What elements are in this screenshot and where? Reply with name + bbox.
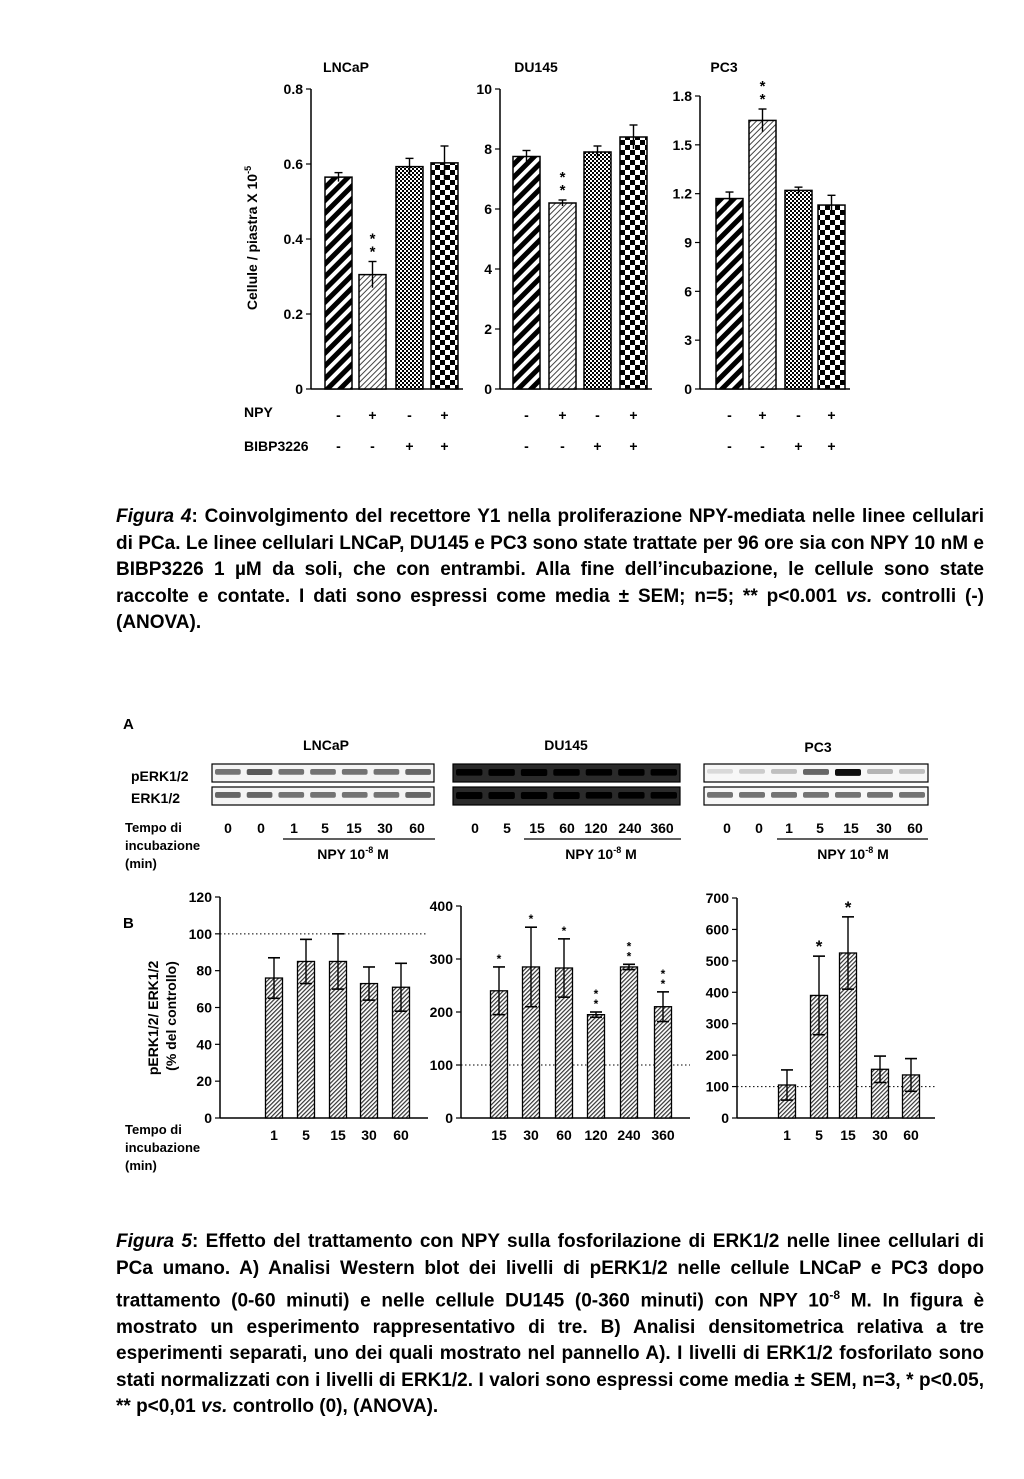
blot-band <box>707 769 733 774</box>
blot-band <box>586 769 612 776</box>
fig4-chart-1 <box>476 59 652 454</box>
y-tick-label: 10 <box>476 81 492 97</box>
y-tick-label: 8 <box>484 141 492 157</box>
y-tick-label: 100 <box>188 925 212 942</box>
y-tick-label: 1.2 <box>672 185 692 202</box>
blot-band <box>456 792 482 799</box>
time-point: 0 <box>224 820 232 836</box>
blot-band <box>771 792 797 798</box>
time-point: 15 <box>346 820 362 836</box>
npy-sign: + <box>558 407 567 423</box>
bar <box>785 190 812 389</box>
blot-band <box>739 769 765 774</box>
x-tick-label: 15 <box>840 1127 856 1143</box>
blot-band <box>618 792 644 799</box>
y-tick-label: 2 <box>484 321 492 337</box>
blot-band <box>867 769 893 774</box>
blot-band <box>867 792 893 798</box>
blot-band <box>342 769 368 775</box>
y-tick-label: 400 <box>705 984 729 1001</box>
time-point: 5 <box>503 820 511 836</box>
bar <box>584 152 611 389</box>
bibp-sign: - <box>560 438 565 454</box>
western-blots <box>212 737 928 862</box>
significance-mark: * * <box>369 230 376 261</box>
bar <box>431 163 458 389</box>
y-tick-label: 0.4 <box>283 231 303 247</box>
bar <box>655 1007 672 1118</box>
caption5-vs: vs. <box>201 1396 228 1418</box>
blot-band <box>374 792 400 798</box>
blot-band <box>247 769 273 775</box>
blot-band <box>247 792 273 798</box>
caption4-text: : Coinvolgimento del recettore Y1 nella proliferazione NPY-mediata nelle linee cellulari di PCa. Le linee cellulari LNCaP, DU145 e PC3 sono state trattate per 96 ore sia con NPY 10 nM e BIBP3226 1 µM da soli, che con entrambi. Alla fine dell’incubazione, le cellule sono state raccolte e contate. I dati sono espressi come media ± SEM; n=5; ** p<0.001 <box>116 506 985 607</box>
time-point: 240 <box>618 820 642 836</box>
blot-band <box>405 792 431 798</box>
bibp-sign: + <box>440 438 449 454</box>
significance-mark: * * <box>660 966 666 991</box>
bar <box>549 203 576 389</box>
y-tick-label: 700 <box>705 890 729 906</box>
y-tick-label: 100 <box>429 1057 453 1073</box>
time-point: 60 <box>409 820 425 836</box>
time-label-b: Tempo di incubazione (min) <box>125 1122 201 1173</box>
significance-mark: * <box>844 897 852 917</box>
time-point: 5 <box>321 820 329 836</box>
blot-label-perk: pERK1/2 <box>131 768 189 784</box>
caption5-label: Figura 5 <box>116 1231 192 1252</box>
npy-sign: + <box>629 407 638 423</box>
y-tick-label: 40 <box>196 1036 212 1053</box>
blot-band <box>651 792 677 799</box>
blot-band <box>488 792 514 799</box>
fig5-chart-2 <box>706 890 935 1143</box>
y-tick-label: 300 <box>705 1015 729 1032</box>
caption5-sup: -8 <box>829 1288 841 1302</box>
blot-0 <box>212 737 435 862</box>
npy-sign: + <box>440 407 449 423</box>
time-point: 5 <box>816 820 824 836</box>
blot-band <box>374 769 400 775</box>
time-point: 60 <box>559 820 575 836</box>
bibp-sign: + <box>593 438 602 454</box>
caption4-label: Figura 4 <box>116 506 192 527</box>
fig4-ylabel: Cellule / piastra X $10^{-5}$ <box>243 165 260 311</box>
blot-band <box>456 769 482 776</box>
y-tick-label: 6 <box>684 283 692 300</box>
time-point: 0 <box>723 820 731 836</box>
bibp-sign: - <box>727 438 732 454</box>
npy-sign: - <box>336 407 341 423</box>
time-point: 15 <box>843 820 859 836</box>
time-point: 0 <box>471 820 479 836</box>
blot-band <box>553 769 579 776</box>
fig4-chart-title: DU145 <box>514 59 558 75</box>
y-tick-label: 1.8 <box>672 88 692 104</box>
fig4-chart-2 <box>673 59 850 454</box>
fig5-chart-0 <box>189 889 428 1143</box>
blot-band <box>707 792 733 798</box>
y-tick-label: 3 <box>684 332 692 349</box>
y-tick-label: 0 <box>684 381 692 397</box>
y-tick-label: 80 <box>196 962 212 979</box>
npy-sign: + <box>368 407 377 423</box>
x-tick-label: 30 <box>872 1127 888 1143</box>
x-tick-label: 360 <box>651 1127 675 1143</box>
blot-band <box>215 792 241 798</box>
bar <box>716 199 743 389</box>
blot-band <box>803 769 829 775</box>
treatment-label: NPY $10^{-8}$ M <box>565 845 637 862</box>
caption-figure-4 <box>116 504 984 637</box>
time-point: 360 <box>650 820 674 836</box>
caption-figure-5 <box>116 1229 984 1421</box>
y-tick-label: 0.2 <box>283 306 303 322</box>
blot-band <box>835 769 861 776</box>
x-tick-label: 240 <box>617 1127 641 1143</box>
significance-mark: * <box>815 937 823 957</box>
y-tick-label: 9 <box>684 234 692 251</box>
bar <box>588 1015 605 1118</box>
caption5-text3: controllo (0), (ANOVA). <box>227 1396 439 1418</box>
significance-mark: * <box>528 912 534 927</box>
y-tick-label: 0 <box>295 381 303 397</box>
fig5-chart-1 <box>430 898 690 1143</box>
x-tick-label: 60 <box>903 1127 919 1143</box>
y-tick-label: 100 <box>705 1078 729 1095</box>
blot-2 <box>704 739 928 862</box>
y-tick-label: 400 <box>429 898 453 914</box>
blot-title: LNCaP <box>303 737 349 753</box>
bibp-sign: - <box>336 438 341 454</box>
y-tick-label: 0.8 <box>283 81 303 97</box>
bar <box>749 120 776 389</box>
y-tick-label: 20 <box>196 1073 212 1090</box>
blot-band <box>586 792 612 799</box>
y-tick-label: 200 <box>705 1047 729 1064</box>
y-tick-label: 500 <box>705 952 729 969</box>
significance-mark: * * <box>759 78 766 109</box>
significance-mark: * * <box>626 939 632 964</box>
y-tick-label: 0.6 <box>283 156 303 172</box>
y-tick-label: 200 <box>429 1004 453 1020</box>
significance-mark: * * <box>559 169 566 199</box>
caption5-text2: M. In figura è mostrato un esperimento rappresentativo di tre. B) Analisi densitometrica relativa a tre esperimenti separati, uno dei quali mostrato nel pannello A). I livelli di ERK1/2 fosforilato sono stati normalizzati con i livelli di ERK1/2. I valori sono espressi come media ± SEM, n=3, * p<0.05, ** p<0,01 <box>116 1290 985 1418</box>
y-tick-label: 600 <box>705 921 729 938</box>
y-tick-label: 0 <box>445 1110 453 1126</box>
x-tick-label: 15 <box>491 1127 507 1143</box>
fig5-panel-b: B <box>123 915 134 932</box>
fig5-charts <box>189 889 935 1143</box>
bibp-sign: + <box>794 438 803 454</box>
blot-band <box>899 769 925 774</box>
fig5-panel-a: A <box>123 716 134 733</box>
bibp-sign: - <box>370 438 375 454</box>
time-label-a: Tempo di incubazione (min) <box>125 820 201 871</box>
bibp-sign: - <box>760 438 765 454</box>
fig4-charts <box>284 59 850 454</box>
blot-band <box>278 792 304 798</box>
blot-band <box>521 769 547 776</box>
bibp-sign: + <box>827 438 836 454</box>
y-tick-label: 120 <box>188 889 212 905</box>
y-tick-label: 0 <box>204 1110 212 1126</box>
blot-band <box>618 769 644 776</box>
fig5-ylabel: pERK1/2/ ERK1/2 (% del controllo) <box>145 960 179 1076</box>
blot-band <box>405 769 431 775</box>
blot-band <box>899 792 925 798</box>
blot-label-erk: ERK1/2 <box>131 790 181 806</box>
x-tick-label: 5 <box>302 1127 310 1143</box>
blot-band <box>310 792 336 798</box>
bar <box>298 961 315 1118</box>
fig4-bibp-label: BIBP3226 <box>244 438 309 454</box>
bar <box>396 167 423 389</box>
x-tick-label: 60 <box>393 1127 409 1143</box>
bar <box>325 177 352 389</box>
blot-band <box>310 769 336 775</box>
bar <box>513 157 540 390</box>
bibp-sign: + <box>405 438 414 454</box>
blot-band <box>651 769 677 776</box>
blot-band <box>342 792 368 798</box>
blot-band <box>521 792 547 799</box>
treatment-label: NPY $10^{-8}$ M <box>817 845 889 862</box>
time-point: 0 <box>257 820 265 836</box>
npy-sign: + <box>758 407 767 423</box>
blot-1 <box>453 737 681 862</box>
fig4-chart-0 <box>284 59 463 454</box>
bar <box>621 967 638 1118</box>
blot-title: PC3 <box>804 739 832 755</box>
significance-mark: * <box>496 951 502 966</box>
x-tick-label: 1 <box>270 1127 278 1143</box>
blot-band <box>278 769 304 775</box>
x-tick-label: 15 <box>330 1127 346 1143</box>
significance-mark: * <box>561 923 567 938</box>
blot-band <box>215 769 241 775</box>
blot-band <box>553 792 579 799</box>
blot-band <box>739 792 765 798</box>
time-point: 60 <box>907 820 923 836</box>
bar <box>359 275 386 389</box>
npy-sign: - <box>524 407 529 423</box>
npy-sign: - <box>407 407 412 423</box>
treatment-label: NPY $10^{-8}$ M <box>317 845 389 862</box>
blot-band <box>803 792 829 798</box>
y-tick-label: 300 <box>429 951 453 967</box>
x-tick-label: 60 <box>556 1127 572 1143</box>
y-tick-label: 6 <box>484 201 492 217</box>
x-tick-label: 1 <box>783 1127 791 1143</box>
time-point: 15 <box>529 820 545 836</box>
fig4-chart-title: PC3 <box>710 59 738 75</box>
bibp-sign: - <box>524 438 529 454</box>
npy-sign: + <box>827 407 836 423</box>
time-point: 30 <box>876 820 892 836</box>
npy-sign: - <box>796 407 801 423</box>
caption4-vs: vs. <box>845 585 873 607</box>
y-tick-label: 0 <box>484 381 492 397</box>
significance-mark: * * <box>593 987 599 1011</box>
npy-sign: - <box>595 407 600 423</box>
bar <box>818 205 845 389</box>
y-tick-label: 0 <box>721 1110 729 1126</box>
x-tick-label: 5 <box>815 1127 823 1143</box>
bar <box>620 137 647 389</box>
blot-title: DU145 <box>544 737 588 753</box>
x-tick-label: 120 <box>584 1127 608 1143</box>
caption5-text1: : Effetto del trattamento con NPY sulla fosforilazione di ERK1/2 nelle linee cellulari di PCa umano. A) Analisi Western blot dei livelli di pERK1/2 nelle cellule LNCaP e PC3 dopo trattamento (0-60 minuti) e nelle cellule DU145 (0-360 minuti) con NPY 10 <box>116 1231 984 1312</box>
x-tick-label: 30 <box>361 1127 377 1143</box>
caption4-text-end: controlli (-) (ANOVA). <box>116 585 984 633</box>
time-point: 1 <box>290 820 298 836</box>
blot-band <box>835 792 861 798</box>
y-tick-label: 60 <box>196 999 212 1016</box>
blot-band <box>488 769 514 776</box>
fig4-npy-label: NPY <box>244 404 273 420</box>
time-point: 1 <box>785 820 793 836</box>
y-tick-label: 1.5 <box>672 136 692 153</box>
bibp-sign: + <box>629 438 638 454</box>
npy-sign: - <box>727 407 732 423</box>
y-tick-label: 4 <box>484 261 492 277</box>
bar <box>361 984 378 1118</box>
x-tick-label: 30 <box>523 1127 539 1143</box>
time-point: 30 <box>377 820 393 836</box>
blot-band <box>771 769 797 774</box>
time-point: 0 <box>755 820 763 836</box>
fig4-chart-title: LNCaP <box>323 59 369 75</box>
time-point: 120 <box>584 820 608 836</box>
